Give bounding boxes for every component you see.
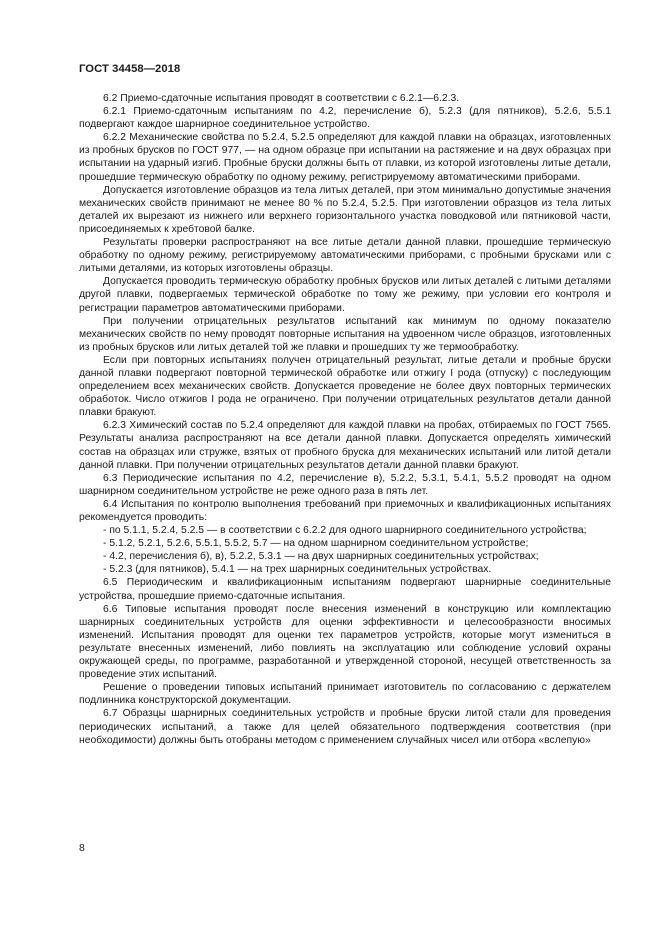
paragraph-6-2: 6.2 Приемо-сдаточные испытания проводят в соответствии с 6.2.1—6.2.3.	[103, 93, 460, 104]
paragraph: Результаты проверки распространяют на все литые детали данной плавки, прошедшие термическую обработку по одному режиму, регистрируемому автоматическими приборами, с пробными брусками или с литыми деталями, из которых изготовлены образцы.	[79, 237, 611, 275]
paragraph-6-7: 6.7 Образцы шарнирных соединительных устройств и пробные бруски литой стали для проведения периодических испытаний, а также для целей обязательного подтверждения соответствия (при необходимости) должны быть отобраны методом с применением случайных чисел или отбора «вслепую»	[79, 708, 611, 746]
paragraph: Допускается проводить термическую обработку пробных брусков или литых деталей с литыми деталями другой плавки, подвергаемых термической обработке по тому же режиму, при условии его контроля и регистрации параметров автоматическими приборами.	[79, 276, 611, 314]
paragraph: Решение о проведении типовых испытаний принимает изготовитель по согласованию с держателем подлинника конструкторской документации.	[79, 682, 611, 707]
paragraph: Если при повторных испытаниях получен отрицательный результат, литые детали и пробные бруски данной плавки подвергают повторной термической обработке или отжигу I рода (отпуску) с последующим определением всех механических свойств. Допускается проведение не более двух повторных термических обработок. Число отжигов I рода не ограничено. При получении отрицательных результатов детали данной плавки бракуют.	[79, 354, 611, 419]
paragraph-6-2-3: 6.2.3 Химический состав по 5.2.4 определяют для каждой плавки на пробах, отбираемых по ГОСТ 7565. Результаты анализа распространяют на все детали данной плавки. Допускается определять химический состав на образцах или стружке, взятых от пробного бруска для механических испытаний или литой детали данной плавки. При получении отрицательных результатов детали данной плавки бракуют.	[79, 420, 611, 471]
paragraph: Допускается изготовление образцов из тела литых деталей, при этом минимально допустимые значения механических свойств принимают не менее 80 % по 5.2.4, 5.2.5. При изготовлении образцов из тела литых деталей их вырезают из нижнего или верхнего горизонтального участка поводковой или пятниковой части, присоединяемых к хребтовой балке.	[79, 184, 611, 235]
page-number: 8	[79, 842, 85, 854]
document-header: ГОСТ 34458—2018	[79, 63, 181, 75]
paragraph-6-6: 6.6 Типовые испытания проводят после внесения изменений в конструкцию или комплектацию шарнирных соединительных устройств для оценки эффективности и целесообразности вносимых изменений. Испытания проводят для оценки тех параметров устройств, которые могут измениться в результате внесенных изменений, либо повлиять на эксплуатацию или соблюдение условий охраны окружающей среды, по программе, разработанной и утвержденной стороной, несущей ответственность за проведение этих испытаний.	[79, 603, 611, 681]
paragraph: При получении отрицательных результатов испытаний как минимум по одному показателю механических свойств по нему проводят повторные испытания на удвоенном числе образцов, изготовленных из пробных брусков или литых деталей той же плавки и прошедших ту же термообработку.	[79, 315, 611, 353]
document-body	[79, 92, 611, 747]
paragraph-6-4: 6.4 Испытания по контролю выполнения требований при приемочных и квалификационных испытаниях рекомендуется проводить:	[79, 498, 611, 523]
paragraph-6-2-2: 6.2.2 Механические свойства по 5.2.4, 5.2.5 определяют для каждой плавки на образцах, изготовленных из пробных брусков по ГОСТ 977, — на одном образце при испытании на растяжение и на двух образцах при испытании на ударный изгиб. Пробные бруски должны быть от плавки, из которой изготовлены литые детали, прошедшие термическую обработку по одному режиму, регистрируемому автоматическими приборами.	[79, 132, 611, 183]
list-item: - 5.2.3 (для пятников), 5.4.1 — на трех шарнирных соединительных устройствах.	[103, 564, 492, 576]
paragraph-6-3: 6.3 Периодические испытания по 4.2, перечисление в), 5.2.2, 5.3.1, 5.4.1, 5.5.2 проводят на одном шарнирном соединительном устройстве не реже одного раза в пять лет.	[79, 472, 611, 497]
list-item: - 4.2, перечисления б), в), 5.2.2, 5.3.1 — на двух шарнирных соединительных устройствах;	[103, 551, 539, 563]
list-item: - 5.1.2, 5.2.1, 5.2.6, 5.5.1, 5.5.2, 5.7 — на одном шарнирном соединительном устройстве;	[103, 538, 529, 550]
list-item: - по 5.1.1, 5.2.4, 5.2.5 — в соответствии с 6.2.2 для одного шарнирного соединительного устройства;	[103, 525, 587, 537]
paragraph-6-5: 6.5 Периодическим и квалификационным испытаниям подвергают шарнирные соединительные устройства, прошедшие приемо-сдаточные испытания.	[79, 577, 611, 602]
paragraph-6-2-1: 6.2.1 Приемо-сдаточным испытаниям по 4.2, перечисление б), 5.2.3 (для пятников), 5.2.6, 5.5.1 подвергают каждое шарнирное соединительное устройство.	[79, 106, 611, 131]
